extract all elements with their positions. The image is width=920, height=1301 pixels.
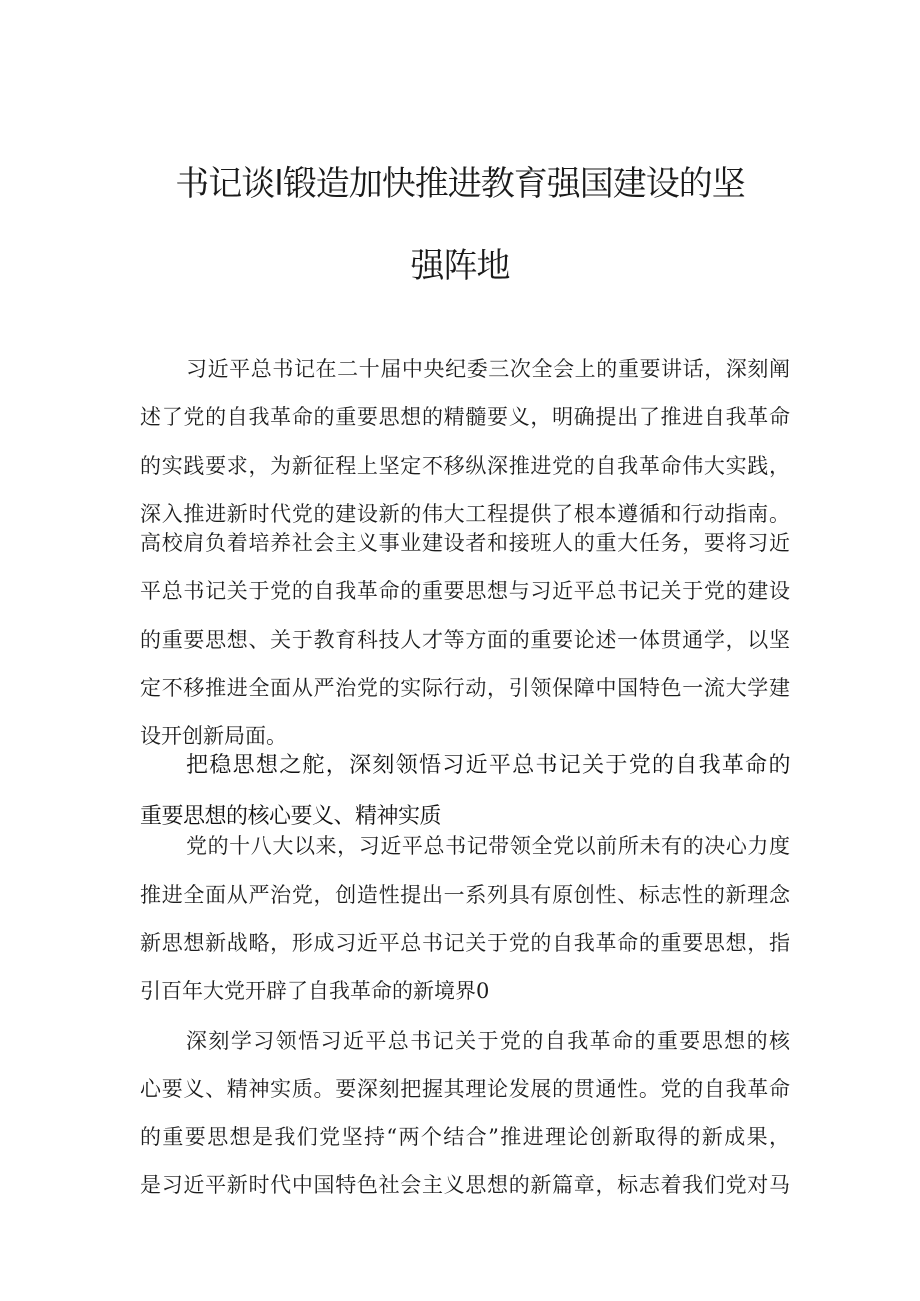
paragraph-1-line: 定不移推进全面从严治党的实际行动，引领保障中国特色一流大学建 bbox=[140, 676, 790, 700]
paragraph-3-line: 党的十八大以来，习近平总书记带领全党以前所未有的决心力度 bbox=[186, 834, 790, 858]
paragraph-3-line: 推进全面从严治党，创造性提出一系列具有原创性、标志性的新理念 bbox=[140, 883, 790, 907]
paragraph-4-line: 的重要思想是我们党坚持“两个结合”推进理论创新取得的新成果， bbox=[140, 1125, 790, 1149]
paragraph-3-line: 引百年大党开辟了自我革命的新境界0 bbox=[140, 979, 490, 1003]
paragraph-1-line: 设开创新局面。 bbox=[140, 724, 287, 748]
paragraph-3-line: 新思想新战略，形成习近平总书记关于党的自我革命的重要思想，指 bbox=[140, 931, 790, 955]
paragraph-1-line: 平总书记关于党的自我革命的重要思想与习近平总书记关于党的建设 bbox=[140, 579, 790, 603]
paragraph-1-line: 述了党的自我革命的重要思想的精髓要义，明确提出了推进自我革命 bbox=[140, 405, 790, 429]
paragraph-1-line: 的实践要求，为新征程上坚定不移纵深推进党的自我革命伟大实践， bbox=[140, 454, 790, 478]
paragraph-1-line: 的重要思想、关于教育科技人才等方面的重要论述一体贯通学，以坚 bbox=[140, 628, 790, 652]
section-heading-line: 重要思想的核心要义、精神实质 bbox=[140, 804, 442, 829]
paragraph-1-line: 高校肩负着培养社会主义事业建设者和接班人的重大任务，要将习近 bbox=[140, 531, 790, 555]
paragraph-4-line: 是习近平新时代中国特色社会主义思想的新篇章，标志着我们党对马 bbox=[140, 1173, 790, 1197]
document-title-line-1: 书记谈l锻造加快推进教育强国建设的坚 bbox=[175, 164, 745, 204]
paragraph-1-line: 深入推进新时代党的建设新的伟大工程提供了根本遵循和行动指南。 bbox=[140, 502, 790, 526]
paragraph-4-line: 心要义、精神实质。要深刻把握其理论发展的贯通性。党的自我革命 bbox=[140, 1077, 790, 1101]
section-heading-line: 把稳思想之舵，深刻领悟习近平总书记关于党的自我革命的 bbox=[186, 753, 790, 778]
document-title-line-2: 强阵地 bbox=[410, 246, 510, 286]
paragraph-4-line: 深刻学习领悟习近平总书记关于党的自我革命的重要思想的核 bbox=[186, 1029, 790, 1053]
paragraph-1-line: 习近平总书记在二十届中央纪委三次全会上的重要讲话，深刻阐 bbox=[186, 357, 790, 381]
